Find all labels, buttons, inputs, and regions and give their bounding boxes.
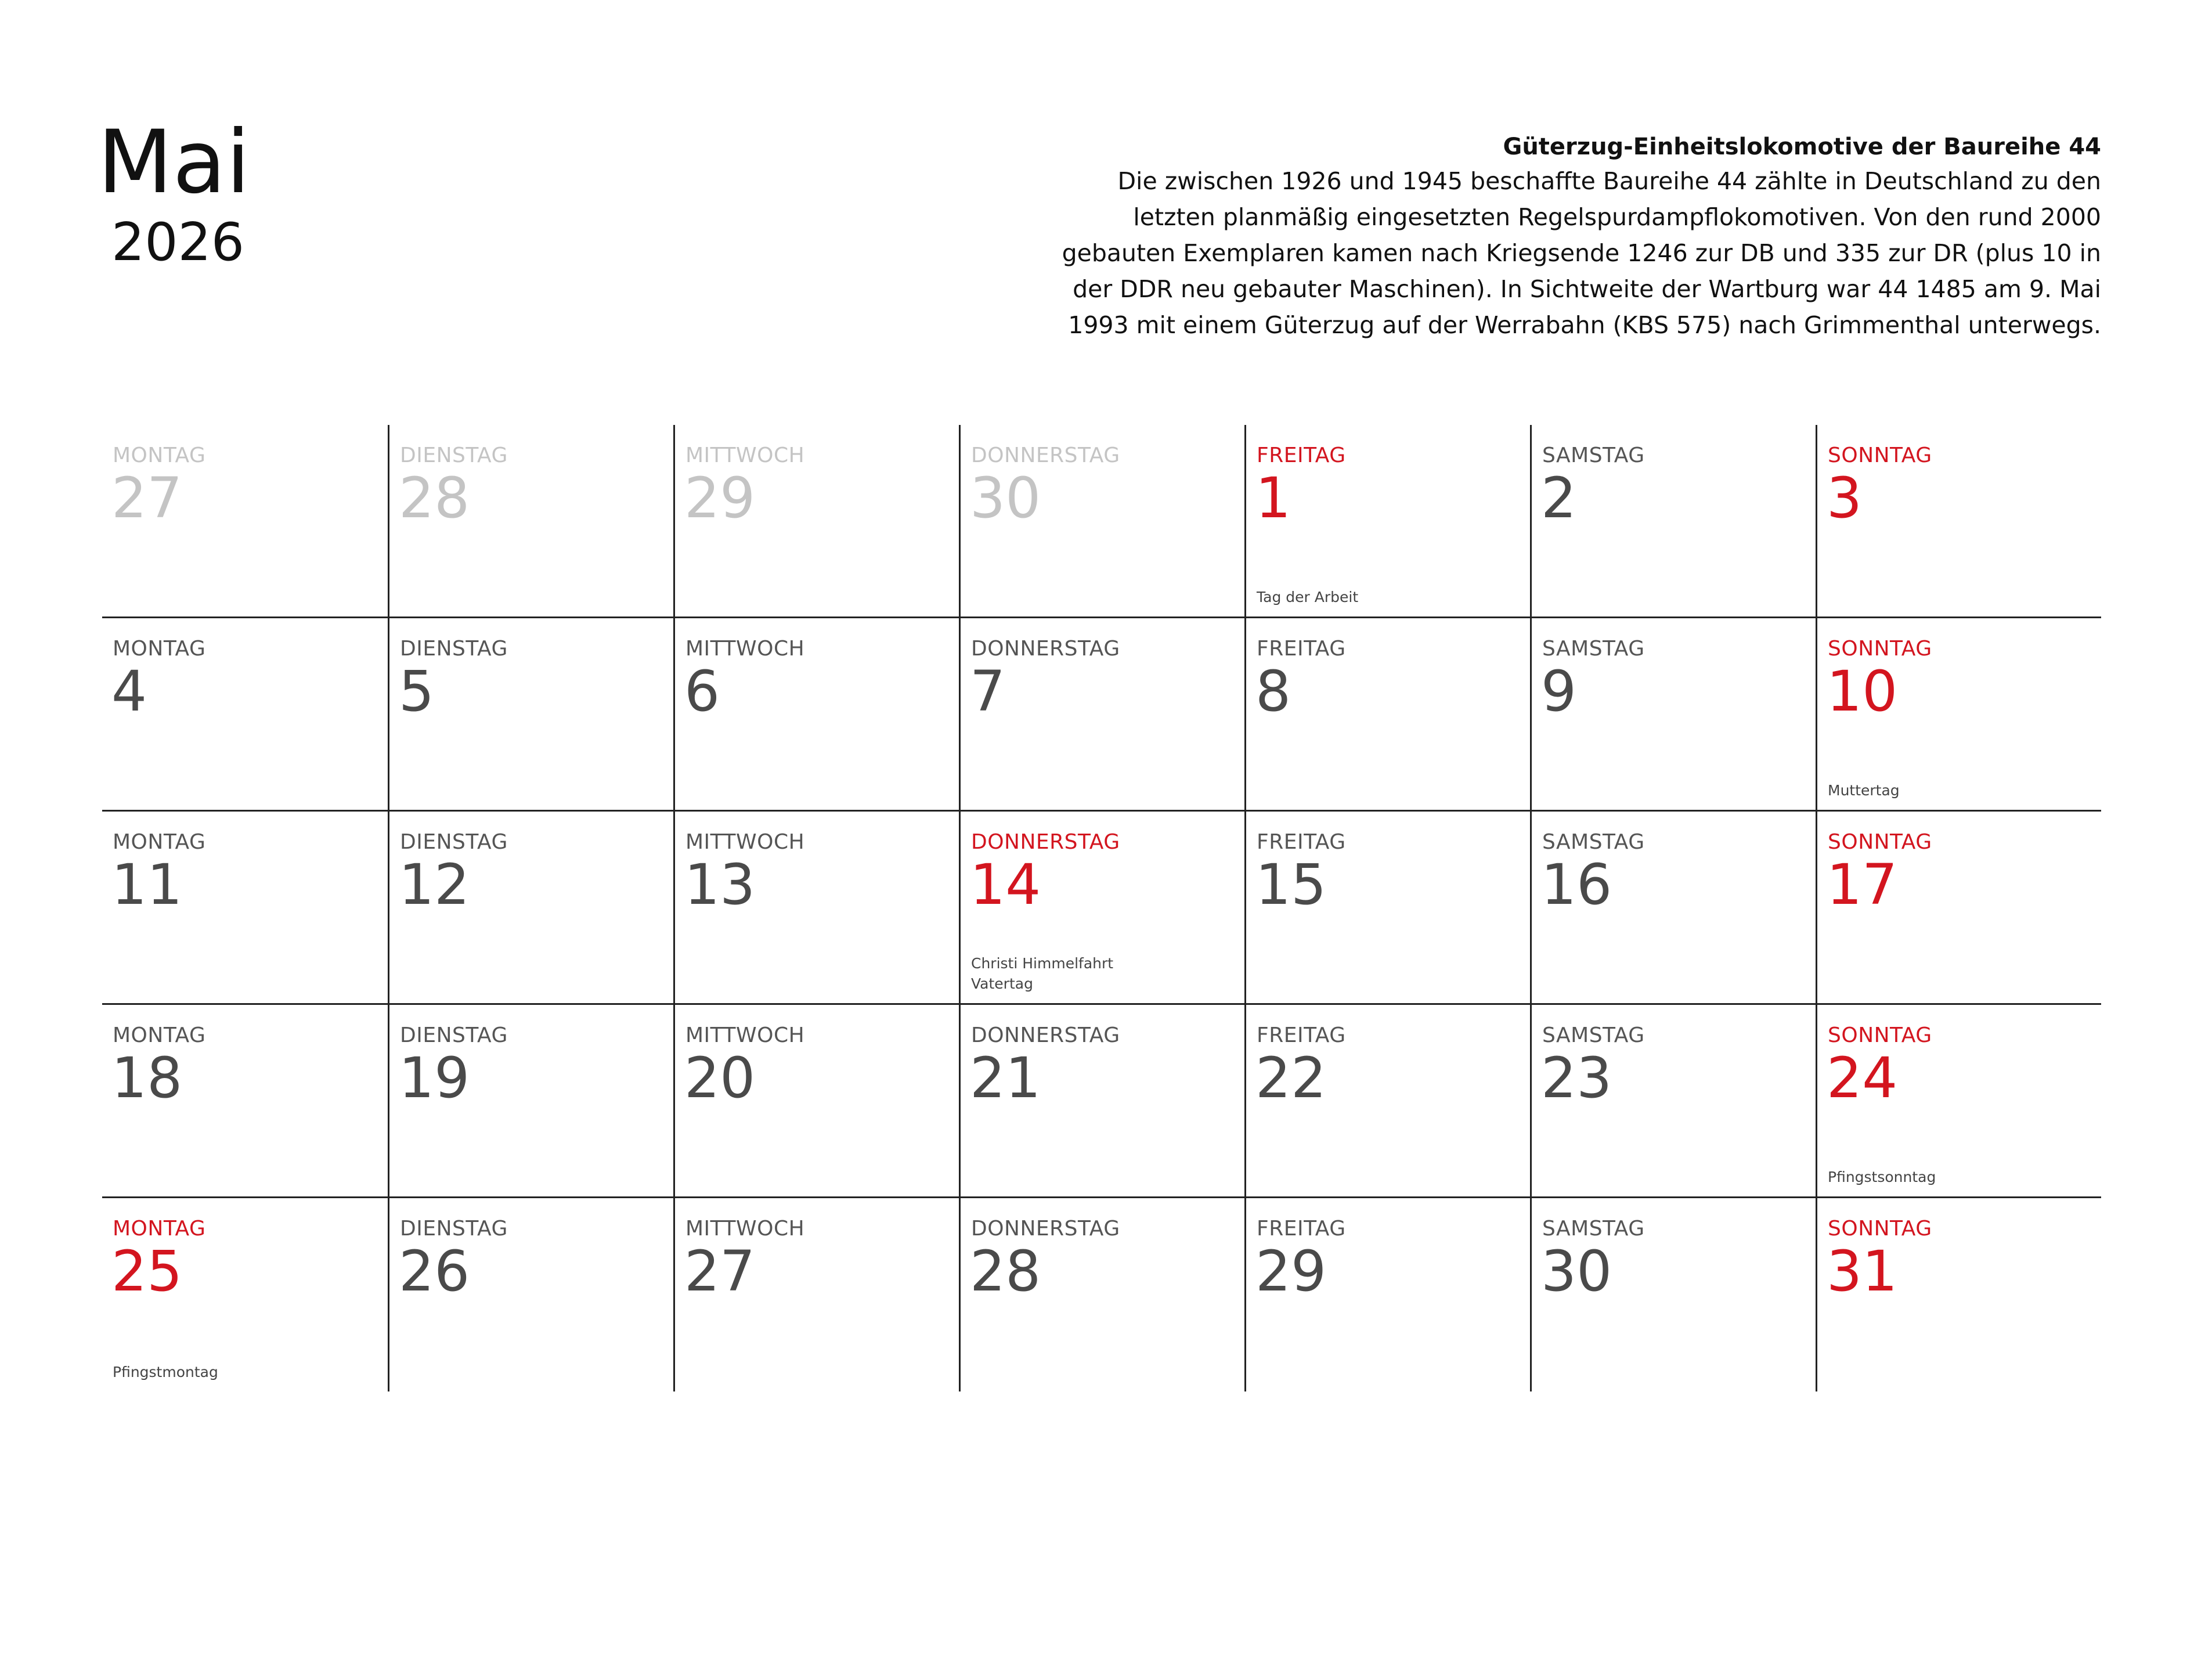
weekday-label: DIENSTAG bbox=[400, 830, 508, 854]
day-number: 27 bbox=[111, 466, 183, 531]
calendar-day-cell bbox=[959, 618, 1244, 812]
day-number: 15 bbox=[1255, 852, 1327, 917]
day-number: 24 bbox=[1827, 1046, 1898, 1111]
weekday-label: MONTAG bbox=[113, 444, 206, 467]
day-number: 1 bbox=[1255, 466, 1291, 531]
weekday-label: FREITAG bbox=[1257, 830, 1346, 854]
weekday-label: SAMSTAG bbox=[1542, 1217, 1645, 1241]
weekday-label: SONNTAG bbox=[1828, 444, 1932, 467]
calendar-day-cell bbox=[1816, 1198, 2101, 1391]
calendar-day-cell bbox=[1530, 425, 1816, 618]
weekday-label: SONNTAG bbox=[1828, 1217, 1932, 1241]
calendar-day-cell bbox=[673, 812, 959, 1005]
calendar-day-cell bbox=[1244, 618, 1530, 812]
weekday-label: SONNTAG bbox=[1828, 637, 1932, 661]
day-number: 28 bbox=[399, 466, 470, 531]
day-number: 23 bbox=[1541, 1046, 1612, 1111]
calendar-day-cell bbox=[1244, 425, 1530, 618]
holiday-label: Pfingstmontag bbox=[113, 1364, 218, 1380]
calendar-day-cell bbox=[1816, 1005, 2101, 1198]
day-number: 28 bbox=[970, 1239, 1041, 1304]
calendar-day-cell bbox=[673, 1198, 959, 1391]
day-number: 26 bbox=[399, 1239, 470, 1304]
calendar-day-cell bbox=[1530, 1005, 1816, 1198]
weekday-label: FREITAG bbox=[1257, 444, 1346, 467]
holiday-label: Tag der Arbeit bbox=[1257, 589, 1359, 605]
calendar-day-cell bbox=[388, 618, 673, 812]
holiday-label: Christi Himmelfahrt Vatertag bbox=[971, 955, 1114, 992]
calendar-day-cell bbox=[102, 425, 388, 618]
weekday-label: FREITAG bbox=[1257, 1023, 1346, 1047]
weekday-label: MITTWOCH bbox=[685, 1217, 805, 1241]
day-number: 2 bbox=[1541, 466, 1577, 531]
calendar-day-cell bbox=[1244, 1198, 1530, 1391]
weekday-label: DONNERSTAG bbox=[971, 1023, 1120, 1047]
day-number: 29 bbox=[684, 466, 756, 531]
holiday-label: Pfingstsonntag bbox=[1828, 1169, 1936, 1185]
weekday-label: FREITAG bbox=[1257, 1217, 1346, 1241]
calendar-day-cell bbox=[388, 1198, 673, 1391]
calendar-day-cell bbox=[1530, 812, 1816, 1005]
calendar-day-cell bbox=[102, 618, 388, 812]
description-body bbox=[998, 163, 2101, 343]
weekday-label: DIENSTAG bbox=[400, 1217, 508, 1241]
description-line: Die zwischen 1926 und 1945 beschaffte Baureihe 44 zählte in Deutschland zu den bbox=[1117, 167, 2101, 195]
calendar-day-cell bbox=[388, 812, 673, 1005]
weekday-label: MONTAG bbox=[113, 1023, 206, 1047]
calendar-day-cell bbox=[1816, 425, 2101, 618]
weekday-label: MONTAG bbox=[113, 830, 206, 854]
weekday-label: MONTAG bbox=[113, 1217, 206, 1241]
calendar-day-cell bbox=[673, 1005, 959, 1198]
calendar-day-cell bbox=[388, 1005, 673, 1198]
day-number: 29 bbox=[1255, 1239, 1327, 1304]
calendar-day-cell bbox=[1816, 812, 2101, 1005]
calendar-grid bbox=[102, 425, 2101, 1391]
weekday-label: MITTWOCH bbox=[685, 1023, 805, 1047]
day-number: 25 bbox=[111, 1239, 183, 1304]
weekday-label: DONNERSTAG bbox=[971, 637, 1120, 661]
day-number: 31 bbox=[1827, 1239, 1898, 1304]
weekday-label: MITTWOCH bbox=[685, 444, 805, 467]
calendar-day-cell bbox=[959, 425, 1244, 618]
description-line: 1993 mit einem Güterzug auf der Werrabahn (KBS 575) nach Grimmenthal unterwegs. bbox=[1068, 311, 2101, 339]
calendar-day-cell bbox=[388, 425, 673, 618]
day-number: 13 bbox=[684, 852, 756, 917]
day-number: 11 bbox=[111, 852, 183, 917]
day-number: 12 bbox=[399, 852, 470, 917]
description-block bbox=[998, 131, 2101, 343]
day-number: 30 bbox=[1541, 1239, 1612, 1304]
holiday-label: Muttertag bbox=[1828, 782, 1900, 799]
month-title: Mai bbox=[98, 112, 251, 213]
day-number: 19 bbox=[399, 1046, 470, 1111]
weekday-label: SAMSTAG bbox=[1542, 830, 1645, 854]
calendar-day-cell bbox=[1530, 618, 1816, 812]
weekday-label: DONNERSTAG bbox=[971, 830, 1120, 854]
weekday-label: MITTWOCH bbox=[685, 637, 805, 661]
day-number: 6 bbox=[684, 659, 720, 724]
calendar-day-cell bbox=[1530, 1198, 1816, 1391]
weekday-label: SAMSTAG bbox=[1542, 637, 1645, 661]
weekday-label: DIENSTAG bbox=[400, 637, 508, 661]
day-number: 27 bbox=[684, 1239, 756, 1304]
weekday-label: FREITAG bbox=[1257, 637, 1346, 661]
day-number: 4 bbox=[111, 659, 147, 724]
calendar-day-cell bbox=[1244, 812, 1530, 1005]
weekday-label: DIENSTAG bbox=[400, 444, 508, 467]
day-number: 9 bbox=[1541, 659, 1577, 724]
weekday-label: SONNTAG bbox=[1828, 830, 1932, 854]
calendar-day-cell bbox=[959, 812, 1244, 1005]
weekday-label: MONTAG bbox=[113, 637, 206, 661]
day-number: 10 bbox=[1827, 659, 1898, 724]
calendar-day-cell bbox=[959, 1198, 1244, 1391]
weekday-label: DIENSTAG bbox=[400, 1023, 508, 1047]
calendar-day-cell bbox=[673, 425, 959, 618]
year-title: 2026 bbox=[111, 212, 245, 273]
description-line: der DDR neu gebauter Maschinen). In Sichtweite der Wartburg war 44 1485 am 9. Mai bbox=[1073, 275, 2101, 303]
weekday-label: MITTWOCH bbox=[685, 830, 805, 854]
calendar-day-cell bbox=[673, 618, 959, 812]
description-title: Güterzug-Einheitslokomotive der Baureihe 44 bbox=[1503, 134, 2101, 160]
day-number: 5 bbox=[399, 659, 435, 724]
weekday-label: DONNERSTAG bbox=[971, 444, 1120, 467]
calendar-day-cell bbox=[1816, 618, 2101, 812]
description-line: gebauten Exemplaren kamen nach Kriegsende 1246 zur DB und 335 zur DR (plus 10 in bbox=[1062, 239, 2101, 267]
day-number: 3 bbox=[1827, 466, 1863, 531]
day-number: 16 bbox=[1541, 852, 1612, 917]
day-number: 21 bbox=[970, 1046, 1041, 1111]
calendar-day-cell bbox=[102, 1198, 388, 1391]
weekday-label: SAMSTAG bbox=[1542, 444, 1645, 467]
calendar-day-cell bbox=[102, 812, 388, 1005]
day-number: 7 bbox=[970, 659, 1006, 724]
calendar-day-cell bbox=[102, 1005, 388, 1198]
description-line: letzten planmäßig eingesetzten Regelspurdampflokomotiven. Von den rund 2000 bbox=[1133, 203, 2101, 231]
weekday-label: SAMSTAG bbox=[1542, 1023, 1645, 1047]
day-number: 20 bbox=[684, 1046, 756, 1111]
day-number: 14 bbox=[970, 852, 1041, 917]
day-number: 8 bbox=[1255, 659, 1291, 724]
day-number: 30 bbox=[970, 466, 1041, 531]
calendar-day-cell bbox=[1244, 1005, 1530, 1198]
day-number: 22 bbox=[1255, 1046, 1327, 1111]
weekday-label: DONNERSTAG bbox=[971, 1217, 1120, 1241]
day-number: 18 bbox=[111, 1046, 183, 1111]
weekday-label: SONNTAG bbox=[1828, 1023, 1932, 1047]
day-number: 17 bbox=[1827, 852, 1898, 917]
calendar-day-cell bbox=[959, 1005, 1244, 1198]
